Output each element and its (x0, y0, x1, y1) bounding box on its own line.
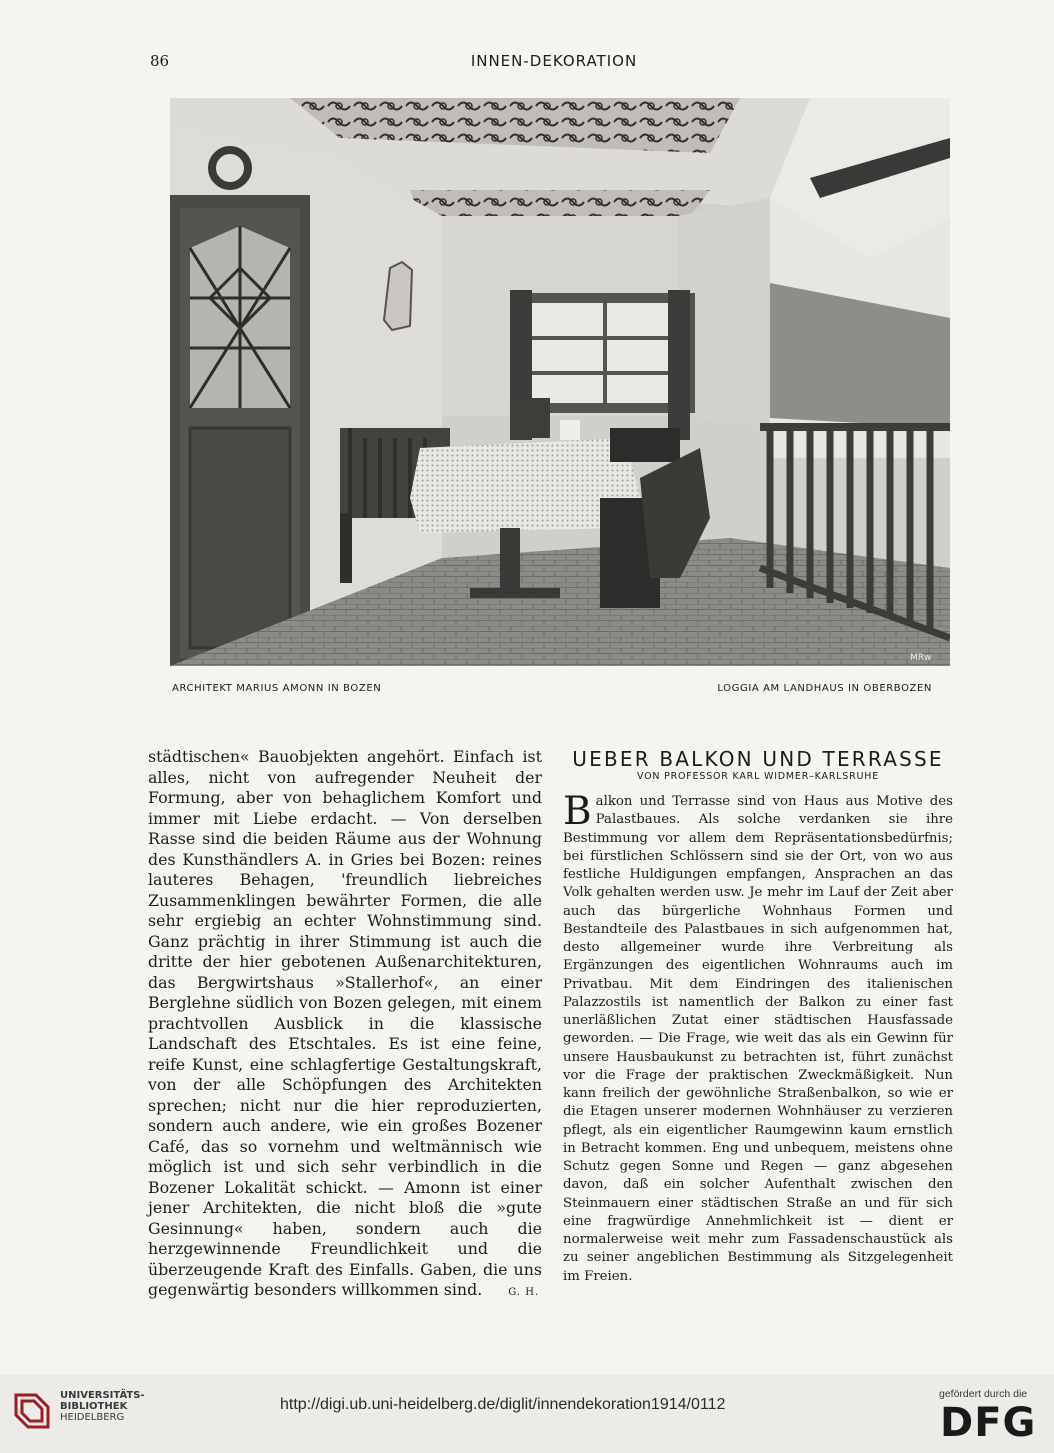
library-name-line2: BIBLIOTHEK (60, 1401, 128, 1412)
article-byline: VON PROFESSOR KARL WIDMER–KARLSRUHE (636, 771, 880, 782)
university-library-name (60, 1390, 145, 1423)
photo-monogram: MRw (910, 653, 932, 663)
drop-cap: B (563, 789, 592, 834)
footer-bar (0, 1375, 1054, 1453)
library-name-line1: UNIVERSITÄTS- (60, 1390, 145, 1401)
article-title: UEBER BALKON UND TERRASSE (572, 747, 944, 771)
university-library-logo-icon (12, 1389, 52, 1431)
article-body-column (563, 789, 953, 1286)
caption-architect: ARCHITEKT MARIUS AMONN IN BOZEN (172, 683, 382, 694)
page-number: 86 (150, 52, 170, 70)
loggia-photograph (170, 98, 950, 666)
author-initials: G. H. (508, 1287, 540, 1298)
article-body-text: alkon und Terrasse sind von Haus aus Motive des Palastbaues. Als solche verdanken sie ihre Bestimmung vor allem dem Repräsentationsbedürfnis; bei fürstlichen Schlössern sind sie der Ort, von wo aus festliche Huldigungen empfangen, Ansprachen an das Volk gehalten werden usw. Je mehr im Lauf der Zeit aber auch das bürgerliche Wohnhaus Formen und Bestandteile des Palastbaues in sich aufgenommen hat, desto allgemeiner wurde ihre Verbreitung als Ergänzungen des eigentlichen Wohnraums auch im Privatbau. Mit dem Eindringen des italienischen Palazzostils ist namentlich der Balkon zu einer fast unerläßlichen Zutat einer städtischen Hausfassade geworden. — Die Frage, wie weit das als ein Gewinn für unsere Hausbaukunst zu betrachten ist, führt zunächst vor die Frage der praktischen Zweckmäßigkeit. Nun kann freilich der gewöhnliche Straßenbalkon, so wie er die Etagen unserer modernen Wohnhäuser zu verzieren pflegt, als ein eigentlicher Raumgewinn kaum ernstlich in Betracht kommen. Eng und unbequem, meistens ohne Schutz gegen Sonne und Regen — ganz abgesehen davon, daß ein solcher Aufenthalt zwischen den Steinmauern einer städtischen Straße an und für sich eine fragwürdige Annehmlichkeit ist — dient er normalerweise weit mehr zum Fassadenschaustück als zu seiner angeblichen Bestimmung als Sitzgelegenheit im Freien. (563, 794, 953, 1284)
caption-location: LOGGIA AM LANDHAUS IN OBERBOZEN (717, 683, 932, 694)
left-text-column (148, 747, 542, 1304)
running-title: INNEN-DEKORATION (470, 52, 638, 70)
left-column-body: städtischen« Bauobjekten angehört. Einfach ist alles, nicht von aufregender Neuheit der Formung, aber von behaglichem Komfort und immer mit Liebe erdacht. — Von derselben Rasse sind die beiden Räume aus der Wohnung des Kunsthändlers A. in Gries bei Bozen: reines lauteres Behagen, 'freundlich liebreiches Zusammenklingen bewährter Formen, die alle sehr ergiebig an echter Wohnstimmung sind. Ganz prächtig in ihrer Stimmung ist auch die dritte der hier gebotenen Außenarchitekturen, das Bergwirtshaus »Stallerhof«, an einer Berglehne südlich von Bozen gelegen, mit einem prachtvollen Ausblick in die klassische Landschaft des Etschtales. Es ist eine feine, reife Kunst, eine schlagfertige Gestaltungskraft, von der alle Schöpfungen des Architekten sprechen; nicht nur die hier reproduzierten, sondern auch andere, wie ein großes Bozener Café, das so vornehm und weltmännisch wie möglich ist und sich sehr verbindlich in die Bozener Lokalität schickt. — Amonn ist einer jener Architekten, die nicht bloß die »gute Gesinnung« haben, sondern auch die herzgewinnende Freundlichkeit und die überzeugende Kraft des Einfalls. Gaben, die uns gegenwärtig besonders willkommen sind. (148, 747, 542, 1299)
permalink-url[interactable]: http://digi.ub.uni-heidelberg.de/diglit/innendekoration1914/0112 (280, 1396, 726, 1413)
library-name-line3: HEIDELBERG (60, 1412, 125, 1423)
funding-label: gefördert durch die (939, 1388, 1028, 1400)
dfg-logo: DFG (940, 1400, 1037, 1446)
